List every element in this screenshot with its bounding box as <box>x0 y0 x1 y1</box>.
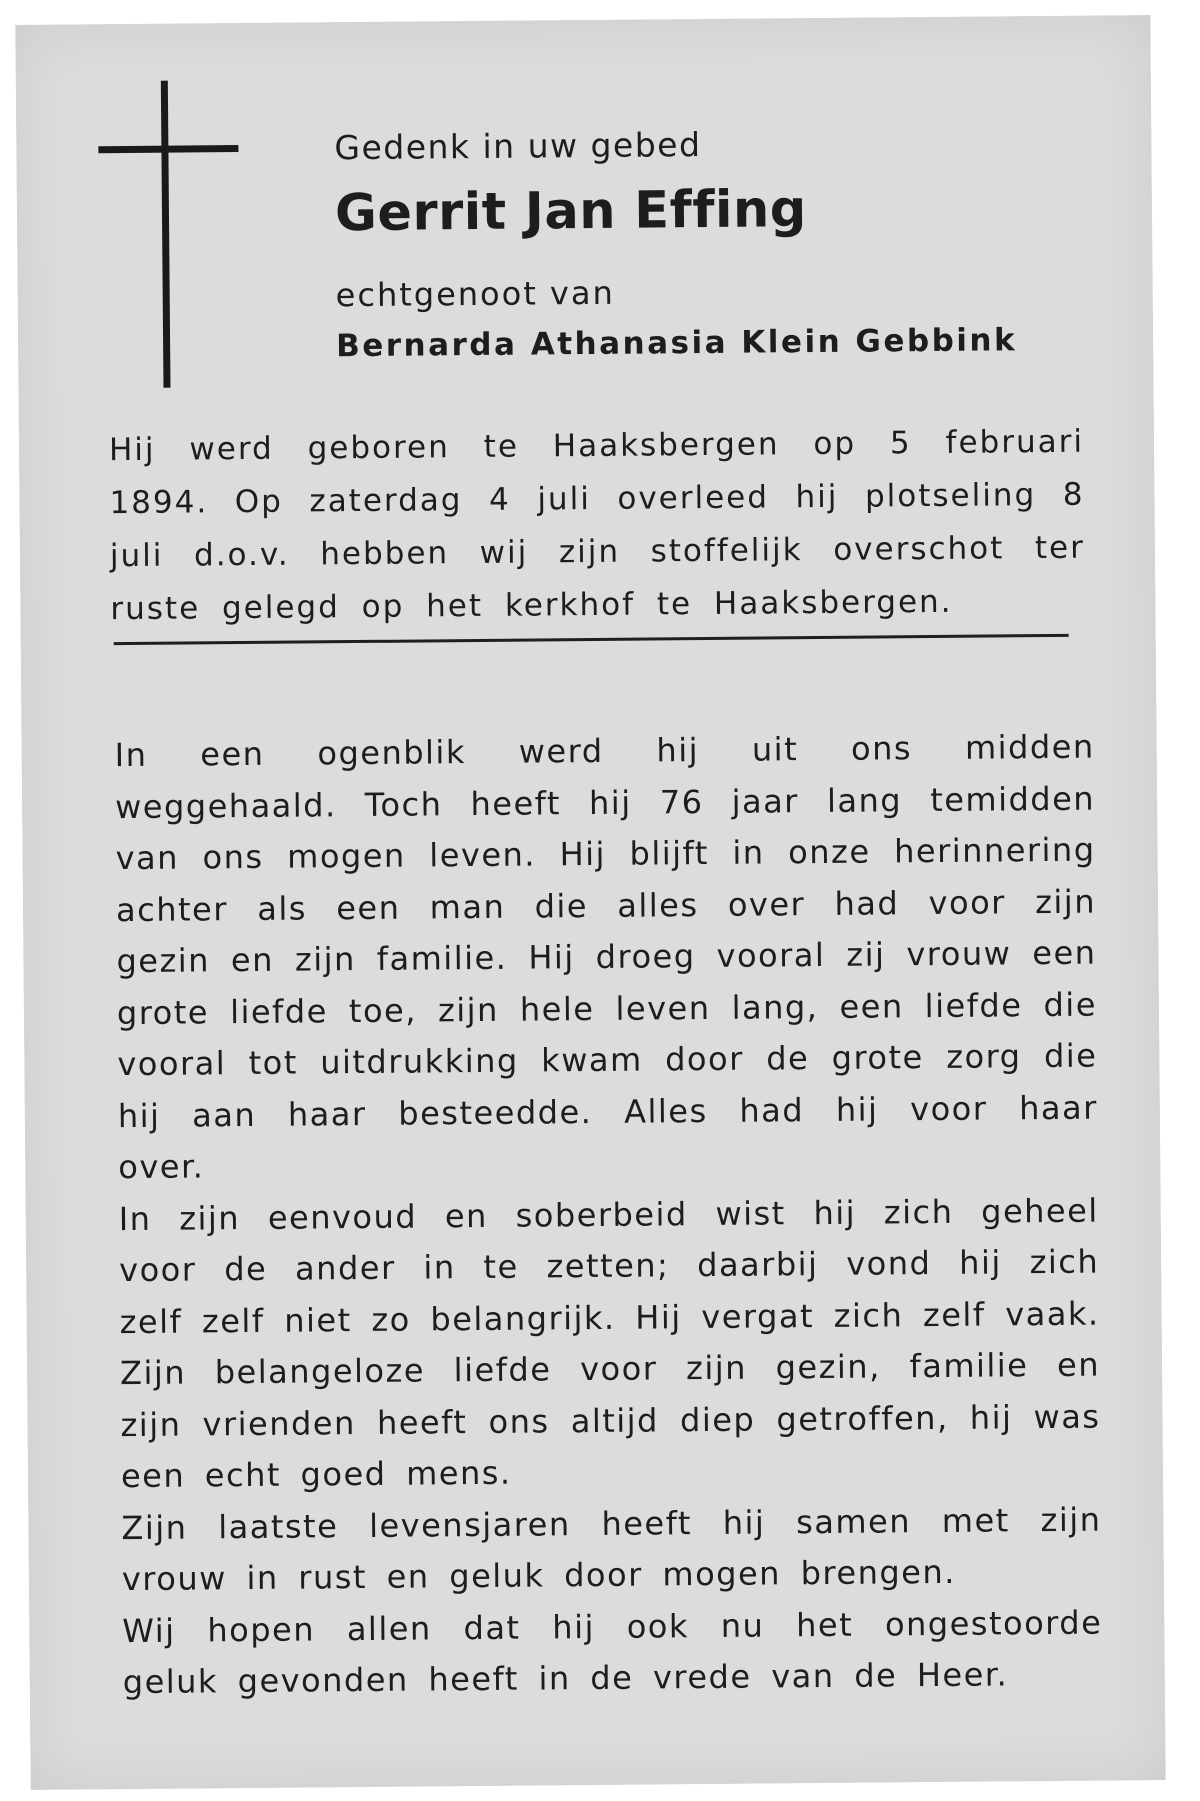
memorial-paragraph: Zijn laatste levensjaren heeft hij samen met zijn vrouw in rust en geluk door mogen brengen. <box>121 1500 1102 1599</box>
cross-vertical-bar <box>161 81 171 388</box>
cross-horizontal-bar <box>98 145 238 153</box>
card-header <box>334 122 1096 365</box>
memorial-paragraph: In zijn eenvoud en soberbeid wist hij zich geheel voor de ander in te zetten; daarbij vond hij zich zelf zelf niet zo belangrijk. Hij vergat zich zelf vaak. Zijn belangeloze liefde voor zijn gezin, familie en zijn vrienden heeft ons altijd diep getroffen, hij was een echt goed mens. <box>118 1191 1101 1496</box>
divider-line <box>114 634 1069 645</box>
deceased-name: Gerrit Jan Effing <box>334 180 808 244</box>
spouse-name: Bernarda Athanasia Klein Gebbink <box>335 322 1018 365</box>
spouse-label: echtgenoot van <box>335 273 615 315</box>
remember-heading: Gedenk in uw gebed <box>334 125 702 168</box>
cross-icon <box>98 80 241 391</box>
birth-death-paragraph: Hij werd geboren te Haaksbergen op 5 februari 1894. Op zaterdag 4 juli overleed hij plotseling 8 juli d.o.v. hebben wij zijn stoffelijk overschot ter ruste gelegd op het kerkhof te Haaksbergen. <box>108 423 1086 628</box>
memorial-card <box>15 15 1165 1790</box>
memorial-paragraph: Wij hopen allen dat hij ook nu het ongestoorde geluk gevonden heeft in de vrede van de Heer. <box>122 1603 1103 1702</box>
memorial-paragraph: In een ogenblik werd hij uit ons midden weggehaald. Toch heeft hij 76 jaar lang temidden van ons mogen leven. Hij blijft in onze herinnering achter als een man die alles over had voor zijn gezin en zijn familie. Hij droeg vooral zij vrouw een grote liefde toe, zijn hele leven lang, een liefde die vooral tot uitdrukking kwam door de grote zorg die hij aan haar besteedde. Alles had hij voor haar over. <box>114 727 1098 1187</box>
memorial-text <box>114 722 1103 1709</box>
